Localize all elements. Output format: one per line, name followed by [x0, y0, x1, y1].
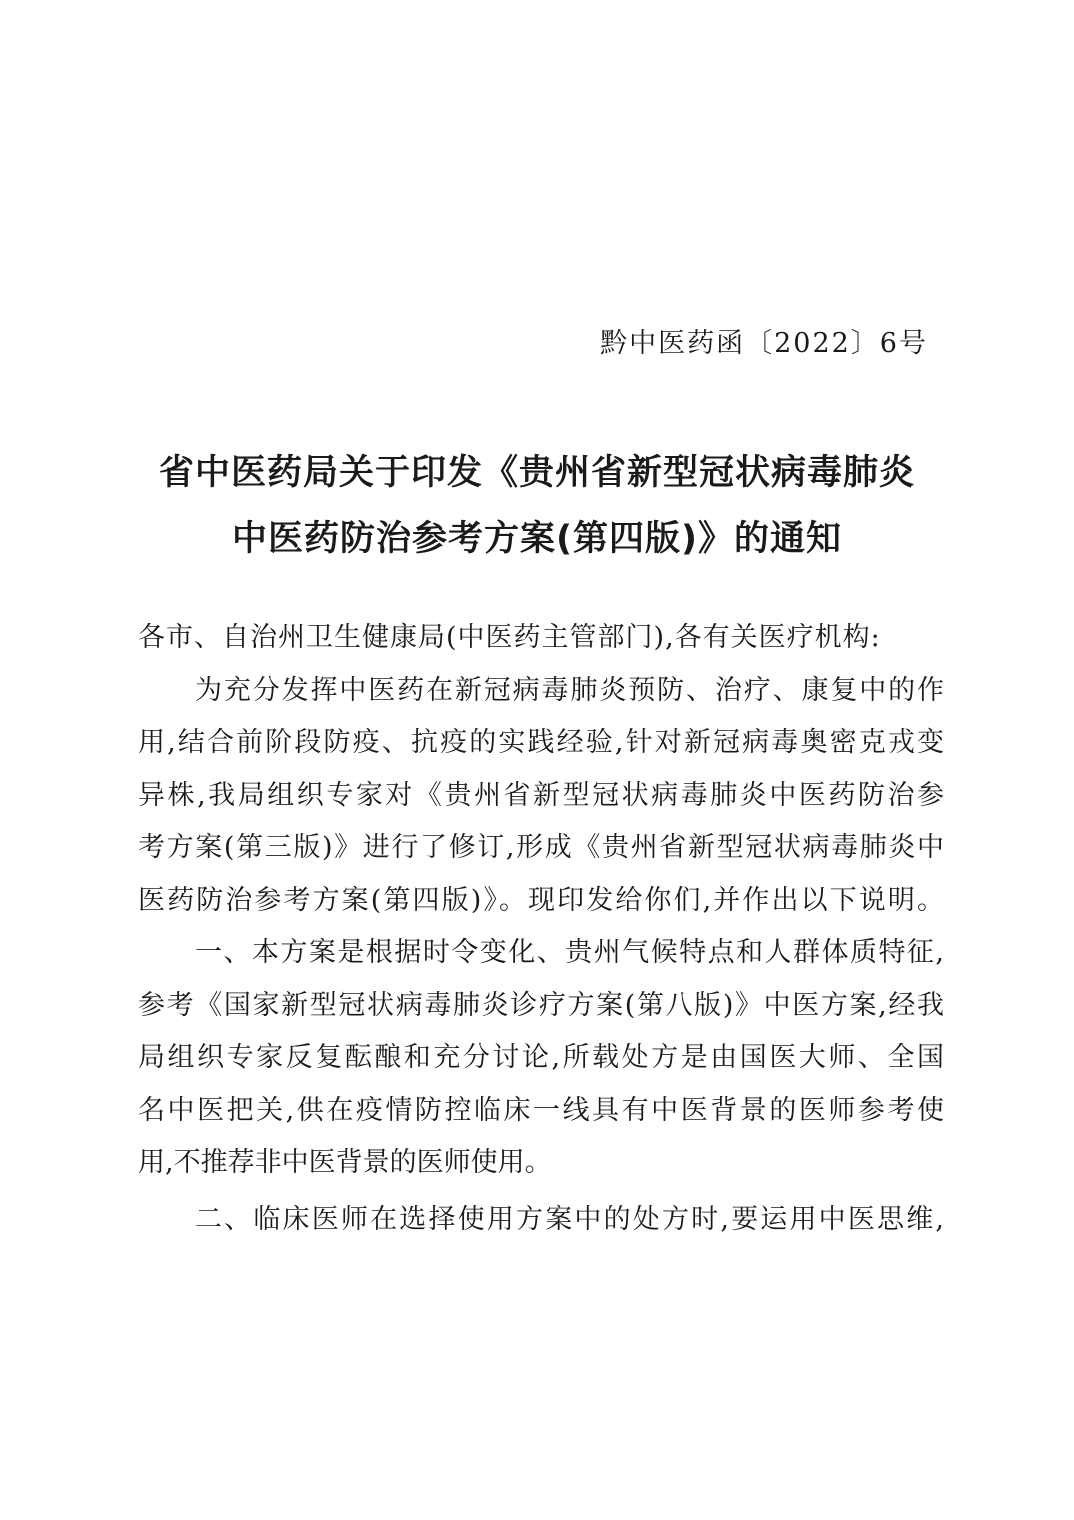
paragraph-2 [138, 927, 944, 1190]
paragraph-line: 为充分发挥中医药在新冠病毒肺炎预防、治疗、康复中的作 [195, 674, 944, 706]
paragraph-line: 二、临床医师在选择使用方案中的处方时,要运用中医思维, [195, 1203, 944, 1235]
paragraph-line: 用,结合前阶段防疫、抗疫的实践经验,针对新冠病毒奥密克戎变 [138, 727, 944, 758]
paragraph-line: 局组织专家反复酝酿和充分讨论,所载处方是由国医大师、全国 [138, 1042, 944, 1073]
document-title [0, 440, 1074, 572]
document-body [138, 612, 944, 1246]
paragraph-1 [138, 665, 944, 928]
paragraph-line: 异株,我局组织专家对《贵州省新型冠状病毒肺炎中医药防治参 [138, 779, 944, 811]
paragraph-line: 一、本方案是根据时令变化、贵州气候特点和人群体质特征, [195, 937, 944, 968]
paragraph-line: 考方案(第三版)》进行了修订,形成《贵州省新型冠状病毒肺炎中 [138, 832, 944, 863]
paragraph-3 [138, 1194, 944, 1247]
paragraph-line: 医药防治参考方案(第四版)》。现印发给你们,并作出以下说明。 [138, 884, 944, 916]
paragraph-line: 参考《国家新型冠状病毒肺炎诊疗方案(第八版)》中医方案,经我 [138, 989, 944, 1021]
paragraph-line: 名中医把关,供在疫情防控临床一线具有中医背景的医师参考使 [138, 1094, 944, 1126]
title-line-1: 省中医药局关于印发《贵州省新型冠状病毒肺炎 [158, 453, 915, 493]
title-line-2: 中医药防治参考方案(第四版)》的通知 [232, 519, 842, 559]
salutation: 各市、自治州卫生健康局(中医药主管部门),各有关医疗机构: [138, 622, 881, 653]
paragraph-line: 用,不推荐非中医背景的医师使用。 [138, 1147, 552, 1178]
document-number: 黔中医药函〔2022〕6号 [600, 328, 928, 359]
